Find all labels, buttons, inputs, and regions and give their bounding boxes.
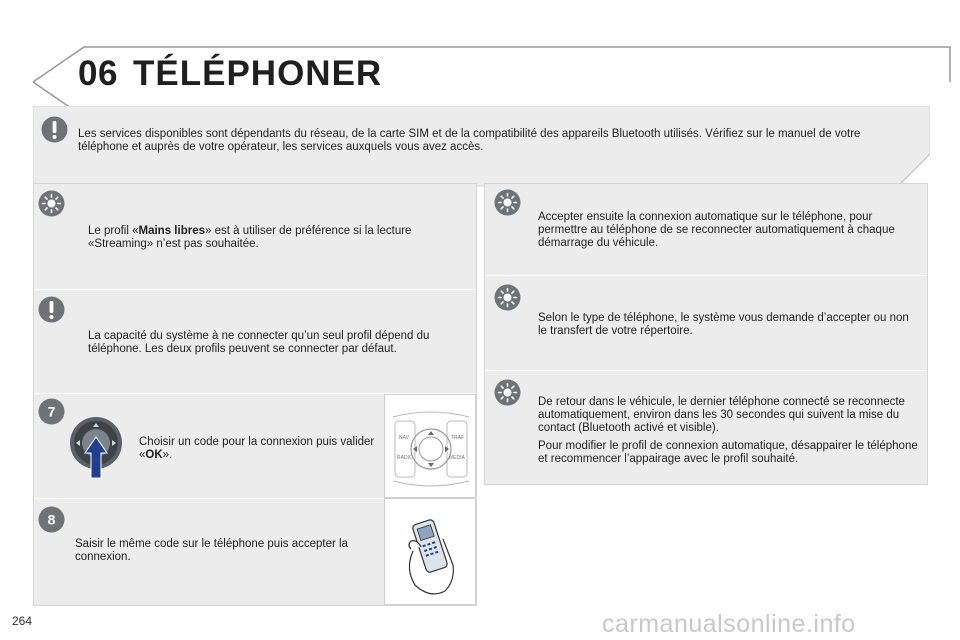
nav-label: NAV xyxy=(399,435,409,441)
controller-illustration-box xyxy=(384,394,476,498)
tip-directory-text: Selon le type de téléphone, le système vous demande d’accepter ou non le transfert de votre répertoire. xyxy=(538,312,909,337)
svg-text:7: 7 xyxy=(47,403,56,420)
divider xyxy=(485,275,927,276)
chapter-title: TÉLÉPHONER xyxy=(133,54,383,93)
notice-text: Les services disponibles sont dépendants du réseau, de la carte SIM et de la compatibilité des appareils Bluetooth utilisés. Vérifiez sur le manuel de votre téléphone et auprès de votre opérateur, les services auxquels vous avez accès. xyxy=(78,128,861,153)
media-label: MEDIA xyxy=(449,455,465,461)
step7-text: Choisir un code pour la connexion puis valider «OK». xyxy=(139,436,375,461)
traf-label: TRAF xyxy=(451,435,465,441)
hand-phone-icon xyxy=(385,499,477,606)
warning-profile-text: La capacité du système à ne connecter qu’un seul profil dépend du téléphone. Les deux profils peuvent se connecter par défaut. xyxy=(88,330,430,355)
step-number-badge xyxy=(38,506,65,533)
tip-reconnect-paragraph: De retour dans le véhicule, le dernier téléphone connecté se reconnecte automatiquement, environ dans les 30 secondes qui suivent la mise du contact (Bluetooth activé et visible). xyxy=(538,396,905,434)
lightbulb-icon xyxy=(494,379,521,406)
step-number-badge xyxy=(38,398,65,425)
exclamation-icon xyxy=(41,116,68,143)
svg-text:8: 8 xyxy=(47,511,56,528)
lightbulb-icon xyxy=(38,190,65,217)
tip-profile-text: Le profil «Mains libres» est à utiliser de préférence si la lecture «Streaming» n’est pas souhaitée. xyxy=(88,225,412,250)
divider xyxy=(34,289,476,290)
lightbulb-icon xyxy=(494,284,521,311)
divider xyxy=(485,370,927,371)
tip-reconnect-text xyxy=(538,396,918,466)
radio-label: RADIO xyxy=(397,455,413,461)
controller-knob-icon xyxy=(66,415,126,481)
exclamation-icon xyxy=(38,296,65,323)
lightbulb-icon xyxy=(494,189,521,216)
chapter-number: 06 xyxy=(78,54,118,93)
tip-auto-connect-text: Accepter ensuite la connexion automatique sur le téléphone, pour permettre au téléphone de se reconnecter automatiquement à chaque démarrage du véhicule. xyxy=(538,211,895,249)
page-number: 264 xyxy=(12,614,33,628)
step8-text: Saisir le même code sur le téléphone puis accepter la connexion. xyxy=(75,538,348,563)
watermark: carmanualsonline.info xyxy=(602,610,856,638)
tip-reconnect-paragraph: Pour modifier le profil de connexion automatique, désappairer le téléphone et recommencer l’appairage avec le profil souhaité. xyxy=(538,440,918,465)
phone-illustration-box xyxy=(384,498,476,605)
